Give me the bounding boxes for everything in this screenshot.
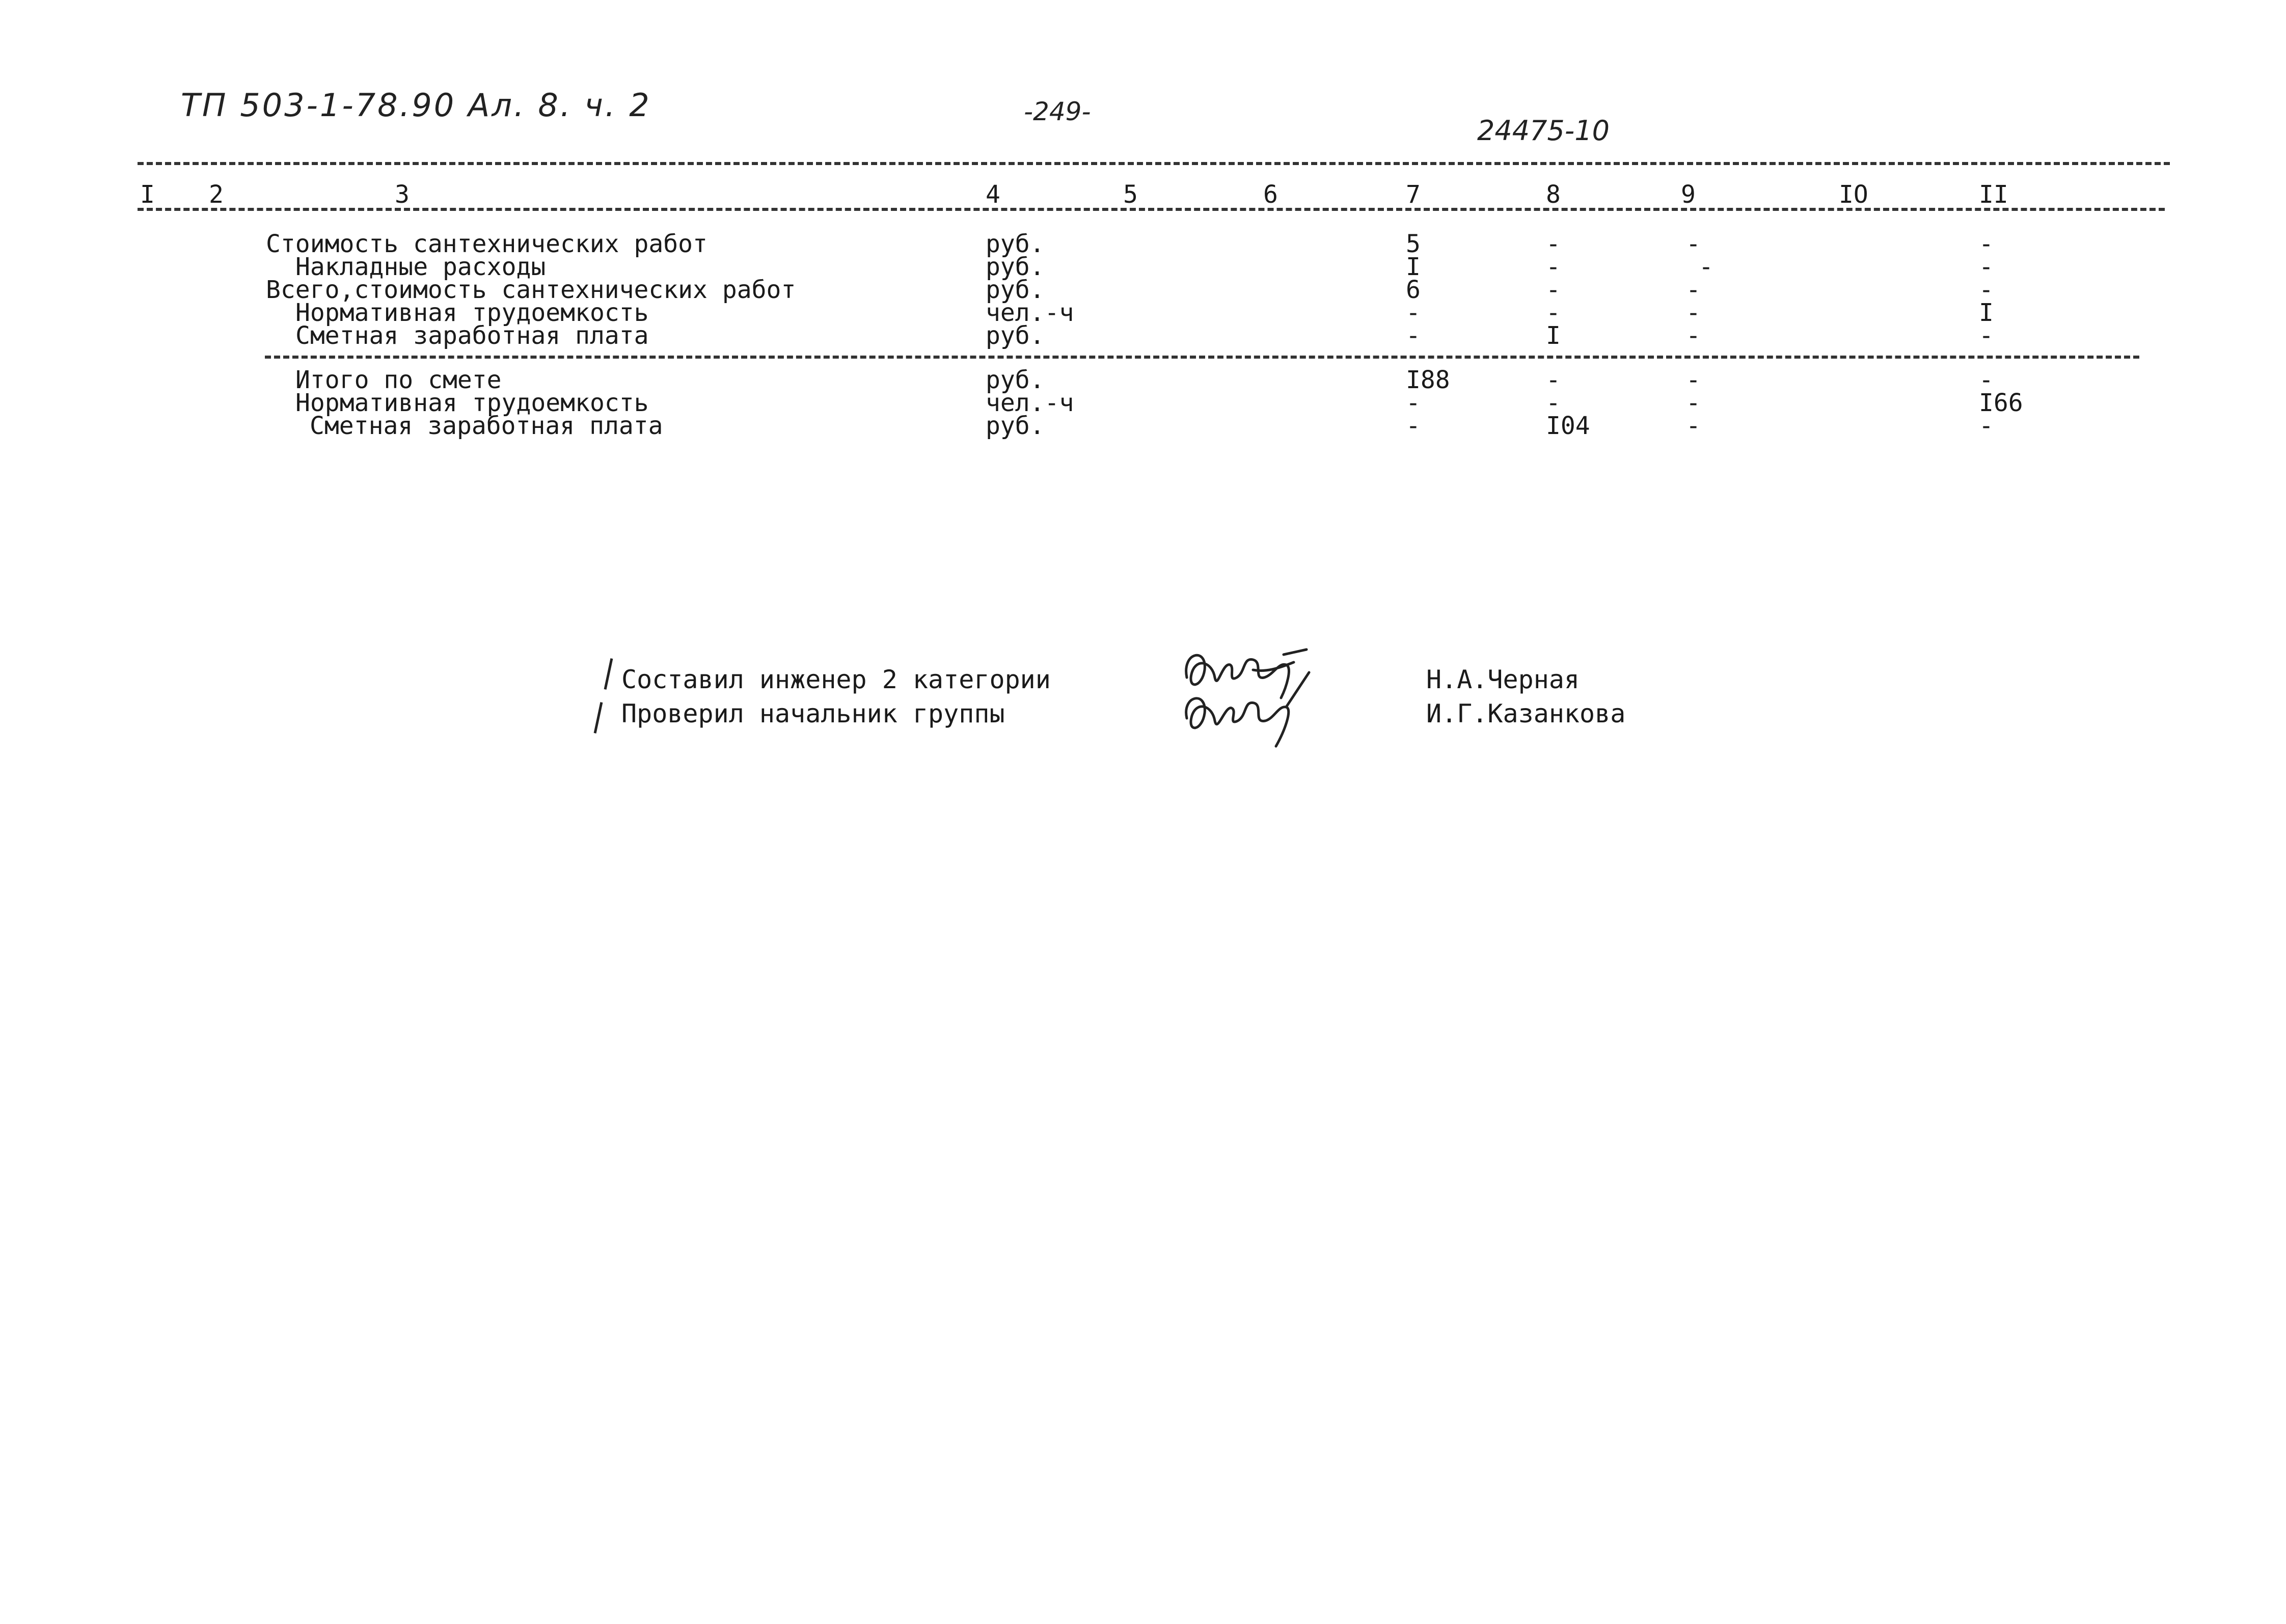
- row-name: Накладные расходы: [295, 253, 546, 281]
- col-number-10: IO: [1839, 180, 1868, 209]
- compiled-by-label: Составил инженер 2 категории: [621, 665, 1051, 694]
- row-col9: -: [1686, 412, 1701, 440]
- col-number-9: 9: [1681, 180, 1696, 209]
- row-col8: -: [1546, 299, 1561, 327]
- row-col8: -: [1546, 276, 1561, 304]
- col-number-8: 8: [1546, 180, 1561, 209]
- slash-mark: [594, 702, 603, 734]
- checked-by-label: Проверил начальник группы: [621, 699, 1005, 728]
- row-name: Нормативная трудоемкость: [295, 389, 649, 417]
- row-col11: -: [1979, 276, 1994, 304]
- compiled-by-name: Н.А.Черная: [1426, 665, 1580, 694]
- row-col7: -: [1406, 321, 1421, 350]
- row-col7: -: [1406, 389, 1421, 417]
- row-col7: I: [1406, 253, 1421, 281]
- row-col11: I: [1979, 299, 1994, 327]
- row-col9: -: [1686, 366, 1701, 394]
- row-name: Стоимость сантехнических работ: [266, 230, 707, 258]
- row-unit: руб.: [986, 366, 1045, 394]
- col-number-6: 6: [1263, 180, 1278, 209]
- row-col9: -: [1686, 299, 1701, 327]
- row-col9: -: [1686, 321, 1701, 350]
- row-col8: -: [1546, 389, 1561, 417]
- row-name: Сметная заработная плата: [295, 321, 649, 350]
- row-name: Всего,стоимость сантехнических работ: [266, 276, 796, 304]
- row-col11: -: [1979, 412, 1994, 440]
- row-unit: руб.: [986, 276, 1045, 304]
- col-number-1: I: [140, 180, 155, 209]
- row-col9: -: [1686, 230, 1701, 258]
- document-code: ТП 503-1-78.90 Ал. 8. ч. 2: [181, 87, 651, 124]
- sheet-number: 24475-10: [1477, 115, 1610, 147]
- row-col11: -: [1979, 321, 1994, 350]
- row-col8: I: [1546, 321, 1561, 350]
- row-col7: -: [1406, 412, 1421, 440]
- col-number-5: 5: [1123, 180, 1138, 209]
- row-col11: -: [1979, 253, 1994, 281]
- row-unit: руб.: [986, 321, 1045, 350]
- slash-mark: [604, 658, 613, 690]
- row-name: Сметная заработная плата: [310, 412, 663, 440]
- row-col8: -: [1546, 366, 1561, 394]
- row-col9: -: [1699, 253, 1713, 281]
- col-number-4: 4: [986, 180, 1000, 209]
- col-number-11: II: [1979, 180, 2008, 209]
- checked-by-name: И.Г.Казанкова: [1426, 699, 1626, 728]
- row-col7: -: [1406, 299, 1421, 327]
- row-col9: -: [1686, 276, 1701, 304]
- row-name: Нормативная трудоемкость: [295, 299, 649, 327]
- row-col7: 5: [1406, 230, 1421, 258]
- row-unit: руб.: [986, 230, 1045, 258]
- row-unit: чел.-ч: [986, 389, 1074, 417]
- row-col11: -: [1979, 230, 1994, 258]
- row-col9: -: [1686, 389, 1701, 417]
- top-rule: [138, 162, 2170, 165]
- row-col8: I04: [1546, 412, 1590, 440]
- col-number-3: 3: [395, 180, 410, 209]
- col-number-2: 2: [209, 180, 224, 209]
- row-col11: -: [1979, 366, 1994, 394]
- row-col7: 6: [1406, 276, 1421, 304]
- handwritten-signature: [1177, 642, 1329, 749]
- row-col7: I88: [1406, 366, 1450, 394]
- row-unit: руб.: [986, 412, 1045, 440]
- row-col11: I66: [1979, 389, 2023, 417]
- section-divider: [265, 356, 2139, 359]
- row-name: Итого по смете: [295, 366, 502, 394]
- page-number: -249-: [1024, 97, 1091, 126]
- col-number-7: 7: [1406, 180, 1421, 209]
- row-col8: -: [1546, 230, 1561, 258]
- row-unit: руб.: [986, 253, 1045, 281]
- row-col8: -: [1546, 253, 1561, 281]
- row-unit: чел.-ч: [986, 299, 1074, 327]
